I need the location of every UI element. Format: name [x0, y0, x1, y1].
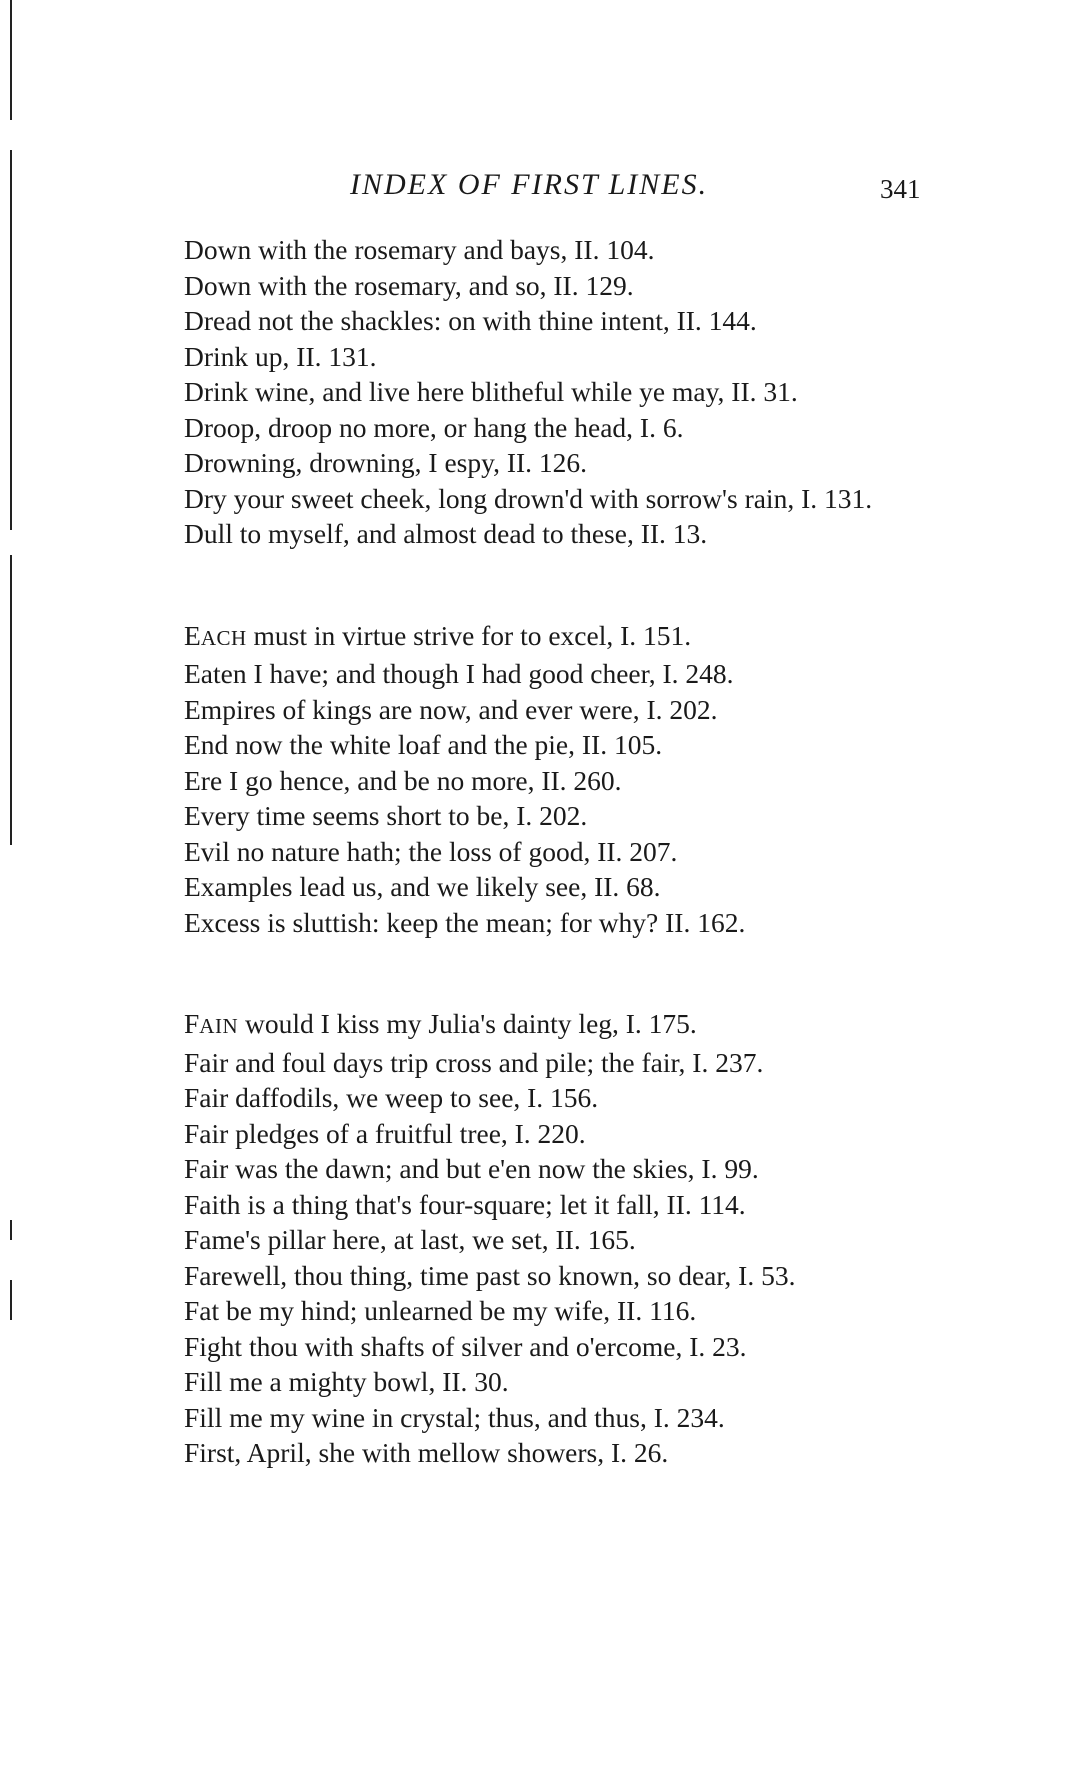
index-group-e: [184, 618, 944, 941]
index-entry: Down with the rosemary and bays, II. 104.: [184, 234, 655, 265]
index-entry: Evil no nature hath; the loss of good, II. 207.: [184, 835, 678, 867]
index-entry: Fight thou with shafts of silver and o'ercome, I. 23.: [184, 1330, 747, 1362]
index-entry: Fill me a mighty bowl, II. 30.: [184, 1366, 509, 1397]
index-entry: Every time seems short to be, I. 202.: [184, 800, 588, 831]
index-entry: [184, 618, 944, 657]
entry-text: must in virtue strive for to excel, I. 151.: [246, 619, 692, 651]
index-entry: Empires of kings are now, and ever were, I. 202.: [184, 693, 718, 725]
index-entry: Fair pledges of a fruitful tree, I. 220.: [184, 1117, 586, 1149]
index-entry: First, April, she with mellow showers, I. 26.: [184, 1437, 669, 1468]
index-entry: End now the white loaf and the pie, II. 105.: [184, 729, 663, 760]
index-entry: Excess is sluttish: keep the mean; for why? II. 162.: [184, 906, 746, 938]
index-entry: Down with the rosemary, and so, II. 129.: [184, 269, 634, 301]
index-entry: Dull to myself, and almost dead to these, II. 13.: [184, 518, 708, 549]
index-entry: Fill me my wine in crystal; thus, and thus, I. 234.: [184, 1401, 725, 1433]
running-head-title: INDEX OF FIRST LINES.: [350, 168, 709, 201]
index-of-first-lines: [184, 232, 944, 1537]
index-entry: Dry your sweet cheek, long drown'd with sorrow's rain, I. 131.: [184, 482, 873, 514]
page-number: 341: [880, 174, 921, 204]
small-caps-word: AIN: [199, 1014, 239, 1038]
index-entry: Farewell, thou thing, time past so known, so dear, I. 53.: [184, 1259, 796, 1291]
index-entry: Fair and foul days trip cross and pile; the fair, I. 237.: [184, 1046, 764, 1078]
index-entry: Drowning, drowning, I espy, II. 126.: [184, 447, 588, 478]
index-entry: Droop, droop no more, or hang the head, I. 6.: [184, 411, 684, 443]
small-caps-word: ACH: [200, 625, 247, 650]
index-entry: Drink wine, and live here blitheful while ye may, II. 31.: [184, 376, 798, 407]
index-group-f: [184, 1006, 944, 1471]
index-entry: Eaten I have; and though I had good cheer, I. 248.: [184, 658, 734, 689]
entry-text: would I kiss my Julia's dainty leg, I. 175.: [238, 1008, 697, 1039]
index-entry: Drink up, II. 131.: [184, 340, 377, 372]
index-entry: Fat be my hind; unlearned be my wife, II. 116.: [184, 1295, 697, 1326]
index-entry: Fair daffodils, we weep to see, I. 156.: [184, 1082, 599, 1113]
index-entry: Fair was the dawn; and but e'en now the skies, I. 99.: [184, 1153, 759, 1184]
initial-letter: E: [184, 619, 201, 651]
index-entry: Faith is a thing that's four-square; let it fall, II. 114.: [184, 1188, 746, 1220]
index-entry: [184, 1006, 944, 1045]
index-entry: Fame's pillar here, at last, we set, II. 165.: [184, 1224, 636, 1255]
index-entry: Dread not the shackles: on with thine intent, II. 144.: [184, 305, 757, 336]
page-binding-edge: [10, 0, 13, 1771]
initial-letter: F: [184, 1008, 200, 1039]
index-entry: Examples lead us, and we likely see, II. 68.: [184, 871, 661, 902]
index-entry: Ere I go hence, and be no more, II. 260.: [184, 764, 622, 796]
index-group-d: [184, 232, 944, 552]
